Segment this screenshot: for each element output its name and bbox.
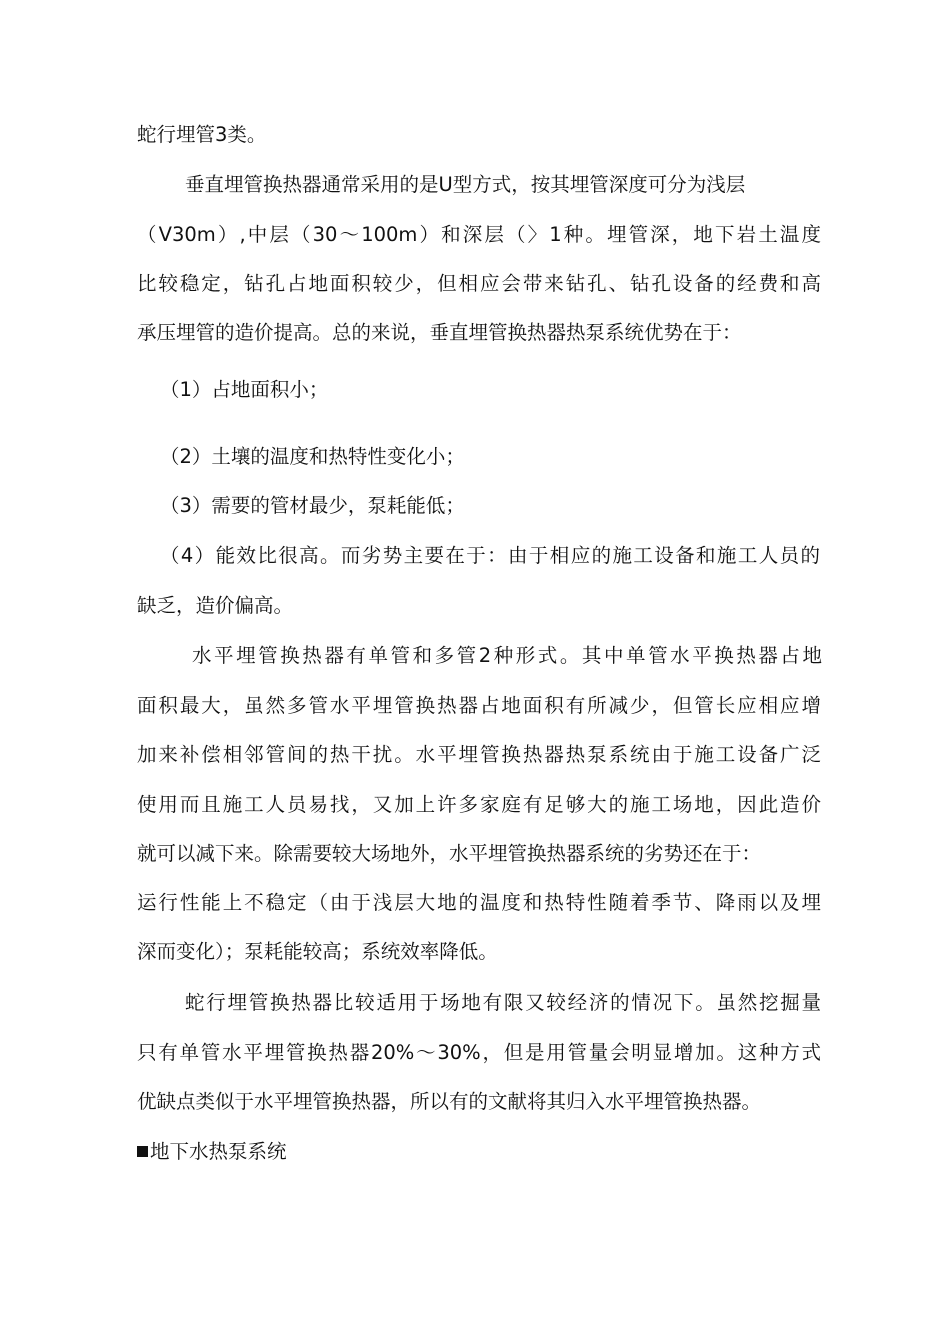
paragraph-line: 承压埋管的造价提高。总的来说，垂直埋管换热器热泵系统优势在于：: [137, 321, 742, 344]
paragraph-line: 水平埋管换热器有单管和多管2种形式。其中单管水平换热器占地: [192, 644, 822, 667]
paragraph-line: 垂直埋管换热器通常采用的是U型方式，按其埋管深度可分为浅层: [185, 173, 746, 196]
paragraph-line: 就可以减下来。除需要较大场地外，水平埋管换热器系统的劣势还在于：: [137, 842, 762, 865]
section-heading: [137, 1137, 287, 1167]
paragraph-line: 优缺点类似于水平埋管换热器，所以有的文献将其归入水平埋管换热器。: [137, 1090, 762, 1113]
list-item: （1）占地面积小；: [160, 378, 329, 401]
paragraph-line: 蛇行埋管3类。: [137, 123, 267, 146]
paragraph-line: 面积最大，虽然多管水平埋管换热器占地面积有所减少，但管长应相应增: [137, 694, 821, 717]
paragraph-line: 使用而且施工人员易找，又加上许多家庭有足够大的施工场地，因此造价: [137, 793, 821, 816]
paragraph-line: 运行性能上不稳定（由于浅层大地的温度和热特性随着季节、降雨以及埋: [137, 891, 821, 914]
paragraph-line: （V30m）,中层（30～100m）和深层（〉1种。埋管深，地下岩土温度: [137, 223, 821, 246]
list-item: （2）土壤的温度和热特性变化小；: [160, 445, 465, 468]
paragraph-line: 缺乏，造价偏高。: [137, 594, 294, 617]
list-item: （3）需要的管材最少，泵耗能低；: [160, 494, 465, 517]
paragraph-line: 只有单管水平埋管换热器20%～30%，但是用管量会明显增加。这种方式: [137, 1041, 821, 1064]
paragraph-line: 比较稳定，钻孔占地面积较少，但相应会带来钻孔、钻孔设备的经费和高: [137, 272, 821, 295]
list-item: （4）能效比很高。而劣势主要在于：由于相应的施工设备和施工人员的: [160, 544, 820, 567]
paragraph-line: 加来补偿相邻管间的热干扰。水平埋管换热器热泵系统由于施工设备广泛: [137, 743, 821, 766]
paragraph-line: 蛇行埋管换热器比较适用于场地有限又较经济的情况下。虽然挖掘量: [185, 991, 821, 1014]
square-bullet-icon: [137, 1146, 148, 1157]
section-heading-text: 地下水热泵系统: [150, 1140, 287, 1163]
paragraph-line: 深而变化）；泵耗能较高；系统效率降低。: [137, 940, 498, 963]
